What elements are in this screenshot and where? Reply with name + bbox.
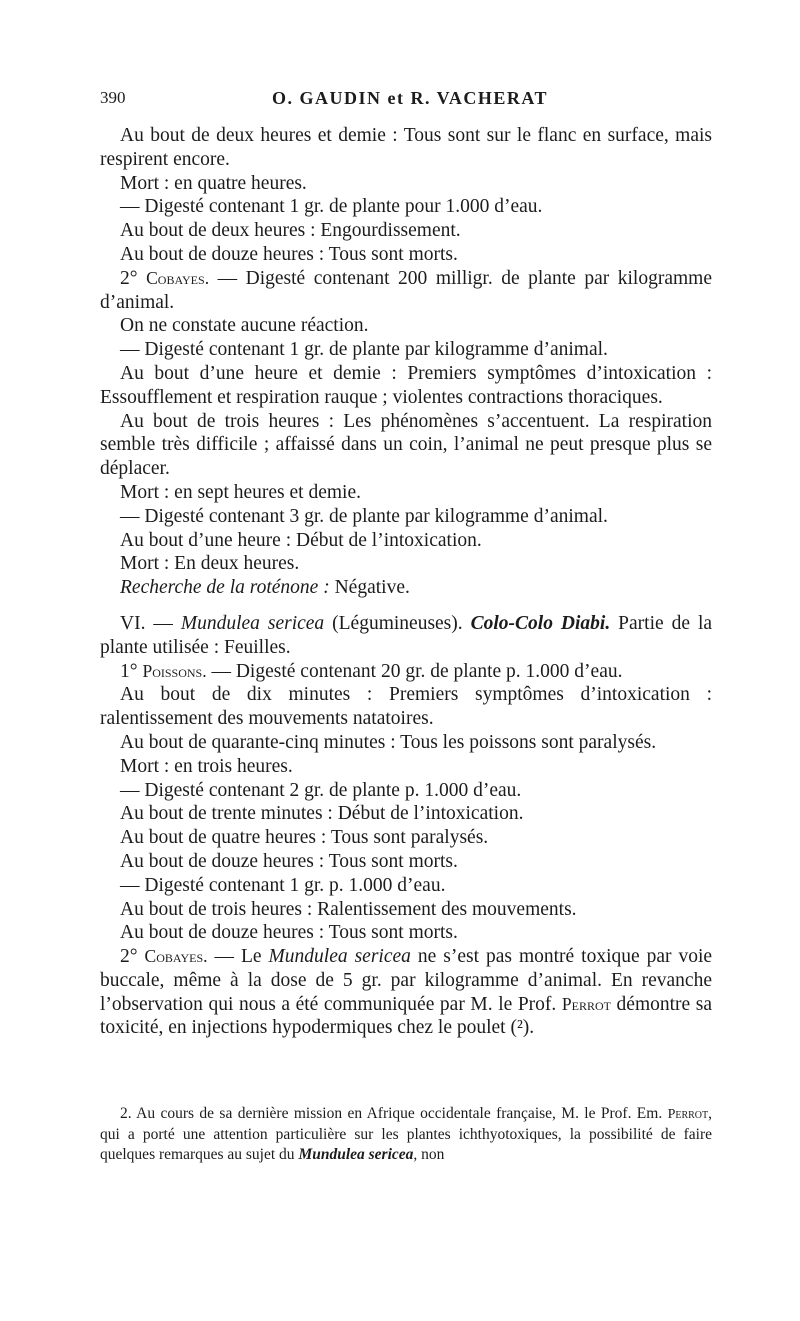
main-text [100, 124, 712, 1040]
local-name: Colo-Colo Diabi. [470, 612, 611, 634]
paragraph: Au bout de deux heures : Engourdissement. [120, 220, 461, 242]
author-name: Perrot [561, 993, 611, 1014]
page-number: 390 [100, 88, 126, 107]
paragraph: — Digesté contenant 3 gr. de plante par kilogramme d’animal. [120, 505, 608, 527]
section-number: VI. — [120, 612, 173, 634]
paragraph: Au bout de trois heures : Les phénomènes s’accentuent. La respiration semble très difficile ; affaissé dans un coin, l’animal ne peut presque plus se déplacer. [100, 410, 712, 480]
paragraph-rotenone [100, 576, 712, 600]
paragraph: — Digesté contenant 1 gr. p. 1.000 d’eau. [120, 874, 446, 896]
paragraph-text: — Digesté contenant 200 milligr. de plante par kilogramme d’animal. [100, 267, 712, 313]
species-name: Mundulea sericea [298, 1146, 414, 1163]
paragraph: Mort : en trois heures. [120, 755, 293, 777]
section-text: Partie de la plante utilisée : Feuilles. [100, 612, 713, 658]
running-header [100, 88, 720, 114]
paragraph: — Digesté contenant 1 gr. de plante pour 1.000 d’eau. [120, 196, 543, 218]
paragraph: Au bout d’une heure et demie : Premiers symptômes d’intoxication : Essoufflement et respiration rauque ; violentes contractions thoraciques. [100, 362, 712, 408]
result-text: Négative. [334, 577, 410, 599]
paragraph: Mort : en quatre heures. [120, 172, 307, 194]
paragraph-cobayes [100, 267, 712, 315]
footnote-part: , qui a porté une attention particulière sur les plantes ichthyotoxiques, la possibilité de faire quelques remarques au sujet du [100, 1105, 712, 1163]
paragraph-text: — Digesté contenant 20 gr. de plante p. 1.000 d’eau. [211, 660, 623, 682]
paragraph: — Digesté contenant 1 gr. de plante par kilogramme d’animal. [120, 339, 608, 361]
subject-label: Cobayes. [144, 946, 208, 967]
paragraph: Au bout d’une heure : Début de l’intoxication. [120, 529, 482, 551]
ordinal: 1° [120, 660, 138, 682]
paragraph: Au bout de douze heures : Tous sont morts. [120, 922, 458, 944]
footnote [100, 1104, 712, 1165]
ordinal: 2° [120, 946, 138, 968]
paragraph: Au bout de douze heures : Tous sont morts. [120, 850, 458, 872]
running-title: O. GAUDIN et R. VACHERAT [271, 88, 548, 108]
family-name: (Légumineuses). [332, 612, 463, 634]
paragraph: Au bout de trente minutes : Début de l’intoxication. [120, 803, 524, 825]
footnote-text [100, 1104, 712, 1165]
paragraph-text: ne s’est pas montré toxique par voie buccale, même à la dose de 5 gr. par kilogramme d’animal. En revanche l’observation qui nous a été communiquée par M. le Prof. [100, 946, 713, 1015]
subject-label: Cobayes. [146, 267, 210, 288]
species-name: Mundulea sericea [268, 946, 411, 968]
paragraph: Au bout de trois heures : Ralentissement des mouvements. [120, 898, 577, 920]
paragraph-cobayes-mundulea [100, 945, 712, 1040]
section-gap [100, 600, 712, 612]
section-heading [100, 612, 712, 660]
footnote-part: 2. Au cours de sa dernière mission en Afrique occidentale française, M. le Prof. Em. [120, 1105, 663, 1122]
paragraph: Au bout de dix minutes : Premiers symptômes d’intoxication : ralentissement des mouvements natatoires. [100, 684, 712, 730]
paragraph: Au bout de quarante-cinq minutes : Tous les poissons sont paralysés. [120, 731, 657, 753]
paragraph: Mort : En deux heures. [120, 553, 300, 575]
subject-label: Poissons. [142, 660, 207, 681]
ordinal: 2° [120, 267, 138, 289]
species-name: Mundulea sericea [180, 612, 325, 634]
paragraph: Au bout de deux heures et demie : Tous sont sur le flanc en surface, mais respirent encore. [100, 125, 712, 170]
paragraph: Au bout de quatre heures : Tous sont paralysés. [120, 827, 489, 849]
paragraph-text: démontre sa toxicité, en injections hypodermiques chez le poulet (²). [100, 993, 713, 1039]
paragraph: — Digesté contenant 2 gr. de plante p. 1.000 d’eau. [120, 779, 522, 801]
paragraph-text: — Le [214, 946, 262, 968]
paragraph: Mort : en sept heures et demie. [120, 481, 361, 503]
italic-phrase: Recherche de la roténone : [120, 577, 330, 599]
paragraph-poissons [100, 660, 712, 684]
paragraph: Au bout de douze heures : Tous sont morts. [120, 243, 458, 265]
author-name: Perrot [667, 1107, 709, 1122]
paragraph: On ne constate aucune réaction. [120, 315, 369, 337]
footnote-part: , non [413, 1146, 445, 1163]
